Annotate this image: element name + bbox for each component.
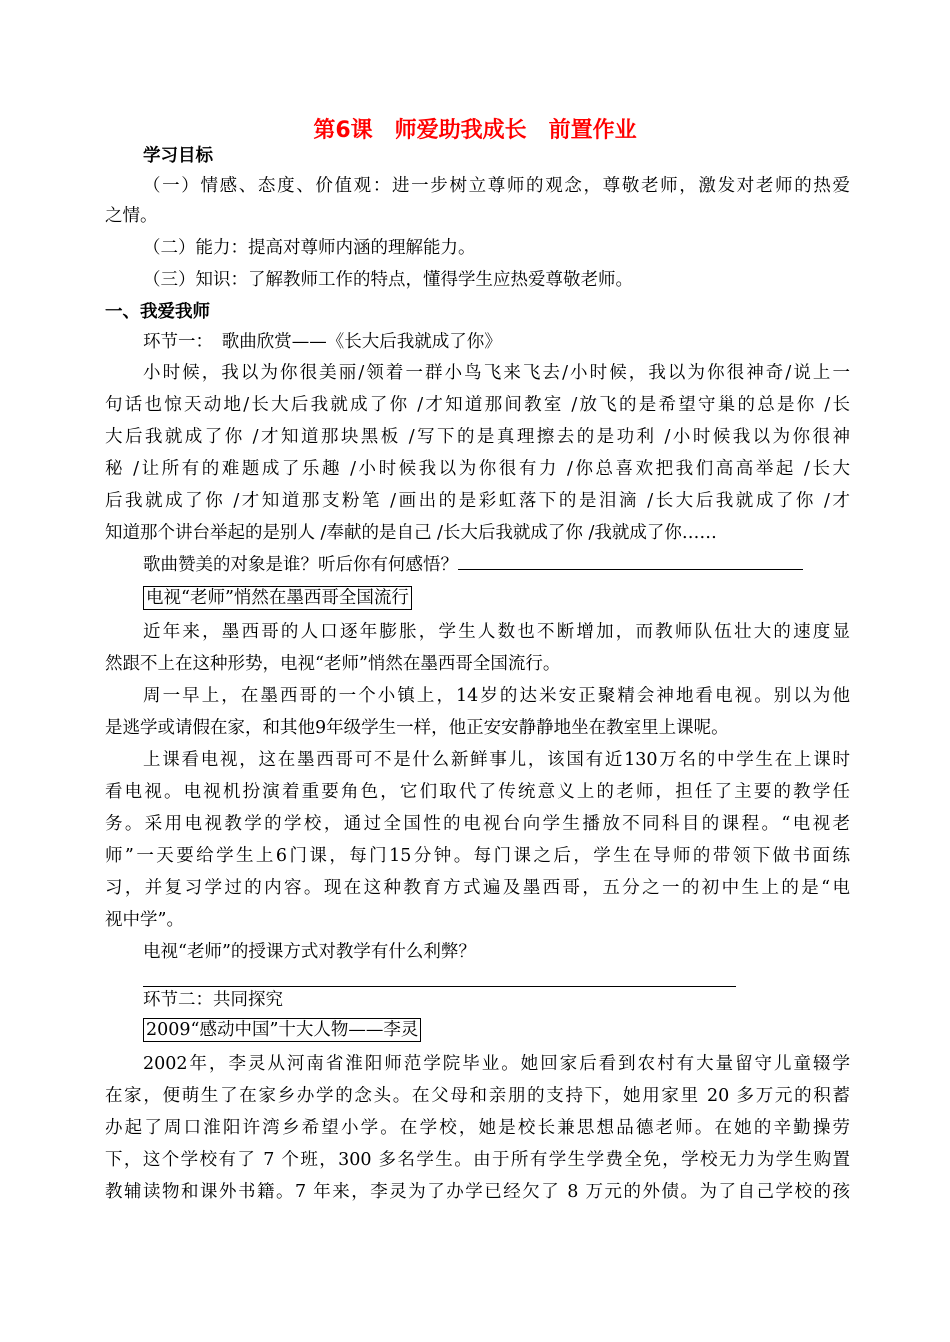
- lyrics-line: 知道那个讲台举起的是别人 /奉献的是自己 /长大后我就成了你 /我就成了你……: [105, 523, 717, 543]
- paragraph-line: 周一早上，在墨西哥的一个小镇上，14岁的达米安正聚精会神地看电视。别以为他: [143, 686, 850, 706]
- lyrics-line: 句话也惊天动地/长大后我就成了你 /才知道那间教室 /放飞的是希望守巢的总是你 /长: [105, 395, 850, 415]
- question-1: 歌曲赞美的对象是谁？听后你有何感悟？: [143, 555, 458, 575]
- boxed-heading-1: 电视“老师”悄然在墨西哥全国流行: [143, 586, 412, 610]
- objective-1-line-2: 之情。: [105, 206, 158, 226]
- paragraph-line: 2002年，李灵从河南省淮阳师范学院毕业。她回家后看到农村有大量留守儿童辍学: [143, 1054, 850, 1074]
- lyrics-line: 后我就成了你 /才知道那支粉笔 /画出的是彩虹落下的是泪滴 /长大后我就成了你 /才: [105, 491, 850, 511]
- paragraph-line: 近年来，墨西哥的人口逐年膨胀，学生人数也不断增加，而教师队伍壮大的速度显: [143, 622, 850, 642]
- box-1-row: [143, 583, 850, 613]
- answer-line-1: [458, 551, 803, 570]
- lyrics-line: 小时候，我以为你很美丽/领着一群小鸟飞来飞去/小时候，我以为你很神奇/说上一: [143, 363, 850, 383]
- paragraph-line: 看电视。电视机扮演着重要角色，它们取代了传统意义上的老师，担任了主要的教学任: [105, 782, 850, 802]
- paragraph-line: 下，这个学校有了 7 个班，300 多名学生。由于所有学生学费全免，学校无力为学生购置: [105, 1150, 850, 1170]
- paragraph-line: 视中学”。: [105, 910, 184, 930]
- objectives-heading: 学习目标: [143, 146, 213, 166]
- paragraph-line: 办起了周口淮阳许湾乡希望小学。在学校，她是校长兼思想品德老师。在她的辛勤操劳: [105, 1118, 850, 1138]
- objective-2: （二）能力：提高对尊师内涵的理解能力。: [143, 238, 476, 258]
- section-1-heading: 一、我爱我师: [105, 302, 210, 322]
- question-1-row: [143, 550, 850, 580]
- paragraph-line: 习，并复习学过的内容。现在这种教育方式遍及墨西哥，五分之一的初中生上的是“电: [105, 878, 850, 898]
- objective-3: （三）知识：了解教师工作的特点，懂得学生应热爱尊敬老师。: [143, 270, 633, 290]
- paragraph-line: 然跟不上在这种形势，电视“老师”悄然在墨西哥全国流行。: [105, 654, 561, 674]
- lyrics-line: 秘 /让所有的难题成了乐趣 /小时候我以为你很有力 /你总喜欢把我们高高举起 /长大: [105, 459, 850, 479]
- question-2: 电视“老师”的授课方式对教学有什么利弊？: [143, 942, 476, 962]
- page-title: 第6课 师爱助我成长 前置作业: [313, 118, 637, 143]
- link-1-title: 环节一： 歌曲欣赏——《长大后我就成了你》: [143, 332, 502, 352]
- boxed-heading-2: 2009“感动中国”十大人物——李灵: [143, 1018, 421, 1042]
- link-2-title: 环节二：共同探究: [143, 990, 283, 1010]
- paragraph-line: 务。采用电视教学的学校，通过全国性的电视台向学生播放不同科目的课程。“电视老: [105, 814, 850, 834]
- paragraph-line: 师”一天要给学生上6门课，每门15分钟。每门课之后，学生在导师的带领下做书面练: [105, 846, 850, 866]
- paragraph-line: 上课看电视，这在墨西哥可不是什么新鲜事儿，该国有近130万名的中学生在上课时: [143, 750, 850, 770]
- paragraph-line: 在家，便萌生了在家乡办学的念头。在父母和亲朋的支持下，她用家里 20 多万元的积蓄: [105, 1086, 850, 1106]
- lyrics-line: 大后我就成了你 /才知道那块黑板 /写下的是真理擦去的是功利 /小时候我以为你很神: [105, 427, 850, 447]
- paragraph-line: 是逃学或请假在家，和其他9年级学生一样，他正安安静静地坐在教室里上课呢。: [105, 718, 729, 738]
- box-2-row: [143, 1015, 850, 1045]
- objective-1-line-1: （一）情感、态度、价值观：进一步树立尊师的观念，尊敬老师，激发对老师的热爱: [143, 176, 850, 196]
- paragraph-line: 教辅读物和课外书籍。7 年来，李灵为了办学已经欠了 8 万元的外债。为了自己学校的孩: [105, 1182, 850, 1202]
